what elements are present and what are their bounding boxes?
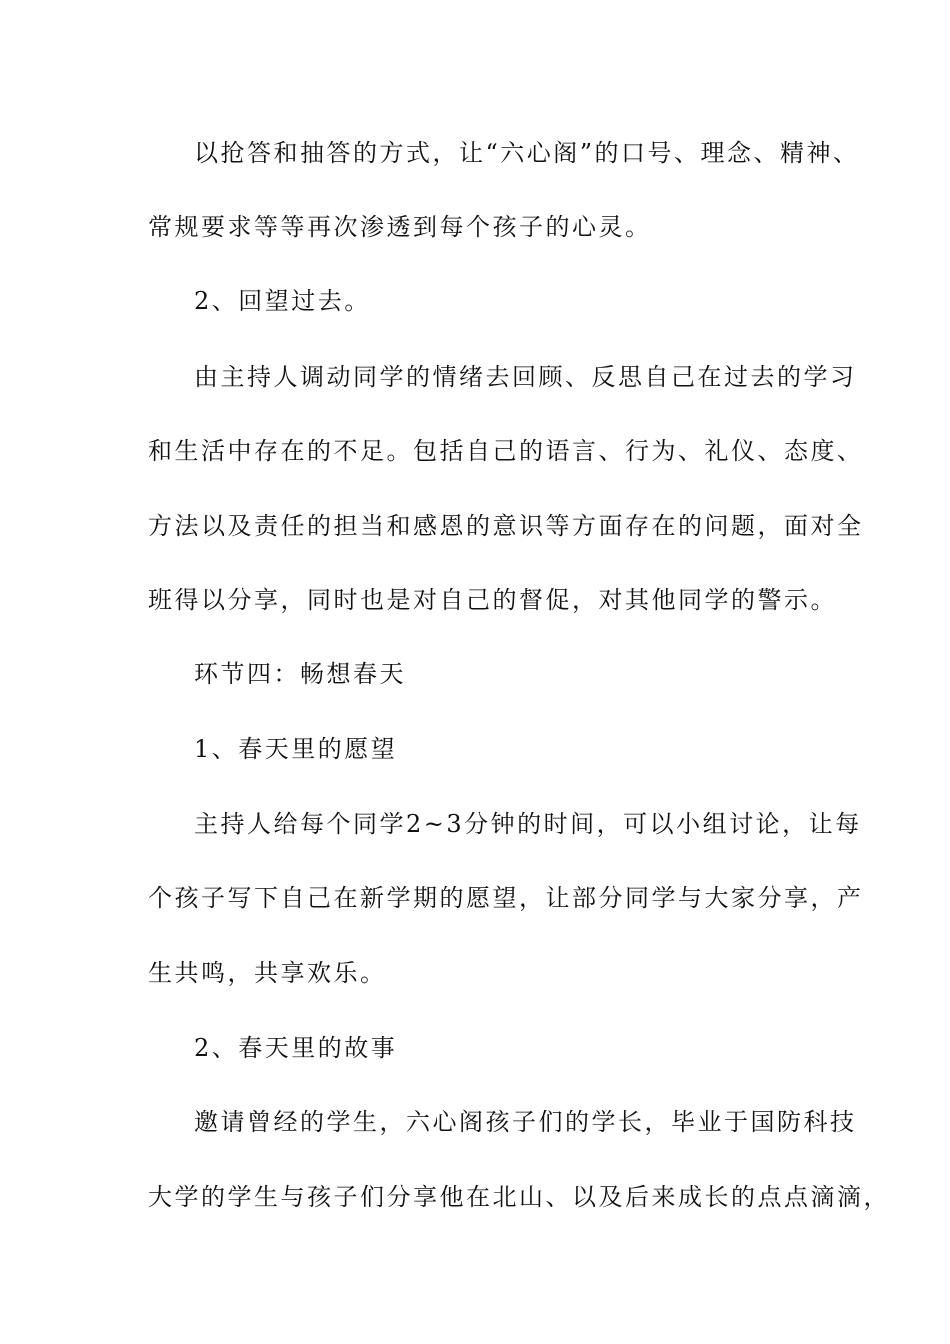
section-heading: 2、回望过去。 bbox=[194, 287, 371, 315]
paragraph-line: 个孩子写下自己在新学期的愿望，让部分同学与大家分享，产 bbox=[148, 884, 864, 912]
section-heading: 1、春天里的愿望 bbox=[194, 735, 398, 763]
paragraph-line: 班得以分享，同时也是对自己的督促，对其他同学的警示。 bbox=[148, 586, 837, 614]
paragraph-line: 邀请曾经的学生，六心阁孩子们的学长，毕业于国防科技 bbox=[194, 1108, 857, 1136]
paragraph-line: 大学的学生与孩子们分享他在北山、以及后来成长的点点滴滴， bbox=[148, 1183, 890, 1211]
paragraph-line: 生共鸣，共享欢乐。 bbox=[148, 959, 387, 987]
paragraph-line: 和生活中存在的不足。包括自己的语言、行为、礼仪、态度、 bbox=[148, 437, 864, 465]
paragraph-line: 常规要求等等再次渗透到每个孩子的心灵。 bbox=[148, 213, 652, 241]
paragraph-line: 由主持人调动同学的情绪去回顾、反思自己在过去的学习 bbox=[194, 363, 857, 391]
paragraph-line: 主持人给每个同学2~3分钟的时间，可以小组讨论，让每 bbox=[194, 810, 862, 838]
paragraph-line: 以抢答和抽答的方式，让“六心阁”的口号、理念、精神、 bbox=[194, 139, 860, 167]
section-heading: 2、春天里的故事 bbox=[194, 1034, 398, 1062]
paragraph-line: 方法以及责任的担当和感恩的意识等方面存在的问题，面对全 bbox=[148, 512, 864, 540]
section-heading: 环节四：畅想春天 bbox=[194, 660, 406, 688]
